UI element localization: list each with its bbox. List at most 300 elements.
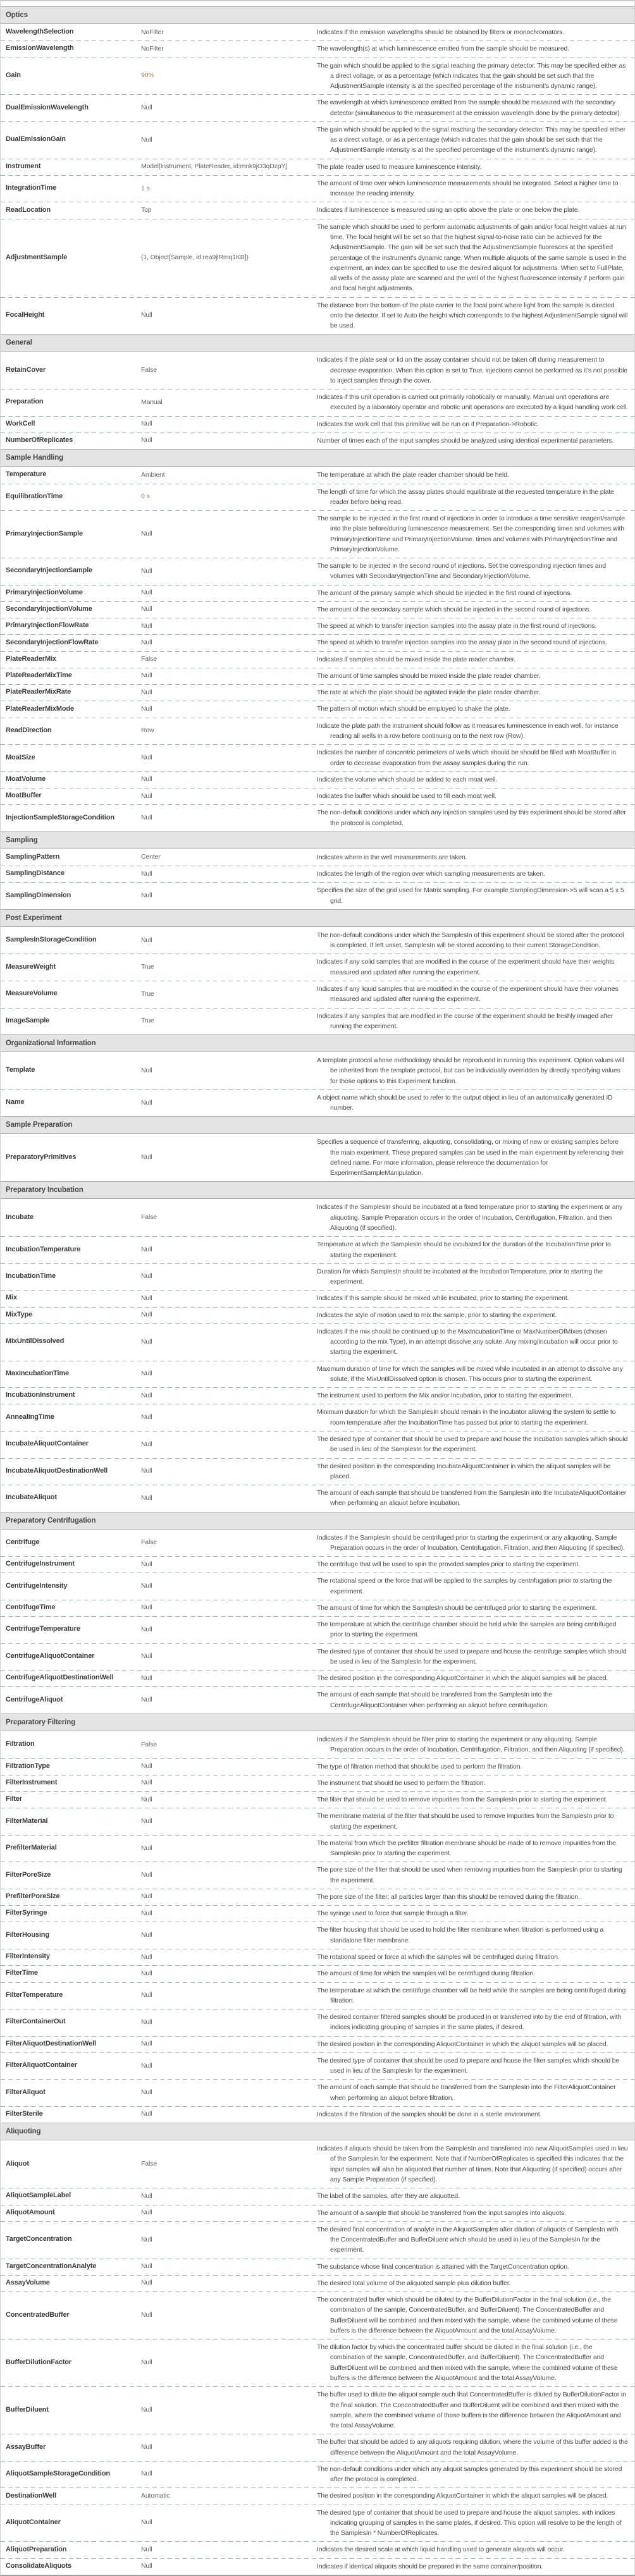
section-header: Preparatory Incubation xyxy=(1,1181,634,1199)
param-default-value: Null xyxy=(141,1795,152,1803)
param-default-value: False xyxy=(141,655,157,663)
param-description: A object name which should be used to refer to the output object in lieu of an automatically generated ID number. xyxy=(317,1093,613,1112)
param-description: The filter housing that should be used to hold the filter membrane when filtration is performed using a standalone filter membrane. xyxy=(317,1926,604,1944)
param-default-value: Null xyxy=(141,2279,152,2287)
param-description: The membrane material of the filter that should be used to remove impurities from the SamplesIn prior to starting the experiment. xyxy=(317,1812,614,1831)
param-name: RetainCover xyxy=(6,365,46,374)
param-default-value: Automatic xyxy=(141,2491,170,2499)
table-row xyxy=(1,1965,634,1982)
table-row xyxy=(1,2275,634,2291)
param-name: Name xyxy=(6,1098,25,1107)
param-name: SamplingDistance xyxy=(6,869,65,878)
table-row xyxy=(1,1686,634,1714)
param-description: The concentrated buffer which should be diluted by the BufferDilutionFactor in the final solution (i.e., the combination of the sample, ConcentratedBuffer, and BufferDiluent). The ConcentratedBuffer and BufferDiluent will be combined and then mixed with the sample, where the combined volume of these buffers is the difference between the AliquotAmount and the total AssayVolume. xyxy=(317,2296,618,2334)
param-default-value: Null xyxy=(141,1493,152,1502)
param-description: Indicates the style of motion used to mix the sample, prior to starting the experiment. xyxy=(317,1311,557,1319)
param-default-value: Null xyxy=(141,2061,152,2070)
param-default-value: Null xyxy=(141,1909,152,1917)
param-default-value: Null xyxy=(141,1391,152,1399)
table-row xyxy=(1,1404,634,1431)
table-row xyxy=(1,1775,634,1791)
param-description: Duration for which SamplesIn should be incubated at the IncubationTemperature, prior to starting the experiment. xyxy=(317,1267,603,1286)
param-name: Mix xyxy=(6,1294,17,1302)
param-default-value: 0 s xyxy=(141,493,150,501)
param-name: NumberOfReplicates xyxy=(6,436,73,445)
table-row xyxy=(1,981,634,1008)
param-description: The amount of time for which the SamplesIn should be centrifuged prior to starting the experiment. xyxy=(317,1604,597,1612)
param-description: The sample which should be used to perform automatic adjustments of gain and/or focal height values at run time. The focal height will be set so that the highest signal-to-noise ratio can be achieved for the AdjustmentSample. The gain will be set such that the AdjustmentSample fluoresces at the specified percentage of the instrument's dynamic range. When multiple aliquots of the same sample is used in the experiment, an index can be specified to use the desired aliquot for adjustments. When set to FullPlate, all wells of the assay plate are scanned and the well of the highest fluorescence intensity if perform gain and focal height adjustments. xyxy=(317,223,627,293)
param-description: The amount of each sample that should be transferred from the SamplesIn into the IncubateAliquotContainer when performing an aliquot before incubation. xyxy=(317,1489,627,1507)
param-description: The gain which should be applied to the signal reaching the secondary detector. This may be specified either as a direct voltage, or as a percentage (which indicates that the gain should be set such that the AdjustmentSample intensity is at the specified percentage of the instrument's dynamic range). xyxy=(317,125,626,154)
table-row xyxy=(1,121,634,159)
param-name: MixUntilDissolved xyxy=(6,1337,65,1346)
param-default-value: True xyxy=(141,1017,154,1025)
table-row xyxy=(1,1616,634,1643)
section-body xyxy=(1,849,634,909)
table-row xyxy=(1,1307,634,1323)
param-name: FilterMaterial xyxy=(6,1817,48,1825)
param-default-value: Null xyxy=(141,1844,152,1852)
table-row xyxy=(1,1835,634,1862)
section-body xyxy=(1,1731,634,2123)
table-row xyxy=(1,849,634,866)
param-default-value: Null xyxy=(141,2209,152,2217)
param-default-value: Null xyxy=(141,814,152,821)
param-name: IncubationTemperature xyxy=(6,1245,81,1253)
param-description: The buffer used to dilute the aliquot sample such that ConcentratedBuffer is diluted by BufferDilutionFactor in the final solution. The ConcentratedBuffer and BufferDiluent will be combined and then mixed with the sample, where the combined volume of these buffers is the difference between the AliquotAmount and the total AssayVolume. xyxy=(317,2391,626,2430)
param-default-value: Model[Instrument, PlateReader, id:mnk9jO3qDzpY] xyxy=(141,163,288,171)
param-description: The desired position in the corresponding AliquotContainer in which the aliquot samples will be placed. xyxy=(317,2492,608,2500)
param-description: Indicates if luminescence is measured using an optic above the plate or one below the plate. xyxy=(317,206,580,214)
param-default-value: Null xyxy=(141,1892,152,1901)
table-row xyxy=(1,2505,634,2542)
param-name: CentrifugeAliquot xyxy=(6,1695,63,1703)
table-row xyxy=(1,634,634,651)
param-description: Indicates if aliquots should be taken from the SamplesIn and transferred into new AliquotSamples used in lieu of the SamplesIn for the experiment. Note that if NumberOfReplicates is specified this indicates that the input samples will also be aliquoted that number of times. Note that Aliquoting (if specified) occurs after any Sample Preparation (if specified). xyxy=(317,2145,628,2183)
param-description: Indicates if the SamplesIn should be incubated at a fixed temperature prior to starting the experiment or any aliquoting. Sample Preparation occurs in the order of Incubation, Centrifugation, Filtration, and then Aliquoting (if specified). xyxy=(317,1203,623,1232)
param-default-value: Null xyxy=(141,2562,152,2570)
param-default-value: Null xyxy=(141,1272,152,1280)
param-default-value: Null xyxy=(141,892,152,900)
section-body xyxy=(1,1134,634,1181)
param-description: The temperature at which the plate reader chamber should be held. xyxy=(317,471,509,479)
param-name: FilterInstrument xyxy=(6,1778,58,1786)
param-description: Indicates if the SamplesIn should be filter prior to starting the experiment or any aliquoting. Sample Preparation occurs in the order of Incubation, Centrifugation, Filtration, and then Aliquoting (if specified). xyxy=(317,1736,625,1754)
param-description: The speed at which to transfer injection samples into the assay plate in the first round of injections. xyxy=(317,622,597,630)
param-default-value: Null xyxy=(141,792,152,800)
param-default-value: Null xyxy=(141,2443,152,2451)
table-row xyxy=(1,1530,634,1557)
param-name: ConsolidateAliquots xyxy=(6,2561,72,2570)
param-description: The pore size of the filter that should be used when removing impurities from the SamplesIn prior to starting the experiment. xyxy=(317,1866,622,1884)
section-header: Preparatory Centrifugation xyxy=(1,1512,634,1530)
param-name: ReadDirection xyxy=(6,727,52,735)
param-description: Indicates the length of the region over which sampling measurements are taken. xyxy=(317,870,545,878)
param-default-value: Null xyxy=(141,1311,152,1319)
param-name: SamplingDimension xyxy=(6,891,71,899)
param-name: ReadLocation xyxy=(6,205,51,214)
param-name: IncubateAliquotDestinationWell xyxy=(6,1466,108,1475)
param-default-value: Center xyxy=(141,853,161,861)
param-name: TargetConcentration xyxy=(6,2235,72,2243)
param-description: The label of the samples, after they are aliquotted. xyxy=(317,2192,460,2200)
param-name: WavelengthSelection xyxy=(6,28,74,36)
section-header: Organizational Information xyxy=(1,1034,634,1052)
param-default-value: Null xyxy=(141,529,152,537)
param-name: IncubationTime xyxy=(6,1272,56,1280)
param-description: The desired position in the corresponding IncubateAliquotContainer in which the aliquot samples will be placed. xyxy=(317,1462,611,1480)
param-default-value: Null xyxy=(141,1931,152,1939)
table-row xyxy=(1,684,634,701)
param-default-value: Null xyxy=(141,436,152,445)
param-name: IncubateAliquotContainer xyxy=(6,1440,89,1448)
param-name: PlateReaderMix xyxy=(6,654,56,663)
param-name: BufferDilutionFactor xyxy=(6,2358,71,2366)
section-header: Sample Preparation xyxy=(1,1116,634,1134)
table-row xyxy=(1,558,634,585)
param-default-value: Null xyxy=(141,1817,152,1825)
param-description: Number of times each of the input samples should be analyzed using identical experimental parameters. xyxy=(317,436,614,445)
table-row xyxy=(1,202,634,218)
param-name: WorkCell xyxy=(6,419,35,427)
table-row xyxy=(1,2188,634,2204)
param-description: The amount of the primary sample which should be injected in the first round of injections. xyxy=(317,589,572,597)
param-default-value: NoFilter xyxy=(141,28,164,36)
param-description: The desired total volume of the aliquoted sample plus dilution buffer. xyxy=(317,2279,511,2287)
table-row xyxy=(1,668,634,684)
table-row xyxy=(1,1323,634,1361)
param-description: Indicates the buffer which should be used to fill each moat well. xyxy=(317,792,496,800)
param-description: The desired final concentration of analyte in the AliquotSamples after dilution of aliquots of SamplesIn with the ConcentratedBuffer and BufferDiluent which should be used in lieu of the SamplesIn for the experiment. xyxy=(317,2225,619,2254)
table-row xyxy=(1,954,634,981)
table-row xyxy=(1,1052,634,1089)
param-name: FilterIntensity xyxy=(6,1953,50,1961)
param-name: EmissionWavelength xyxy=(6,44,74,52)
param-default-value: Row xyxy=(141,727,154,735)
table-row xyxy=(1,2339,634,2386)
param-name: CentrifugeTemperature xyxy=(6,1625,80,1633)
param-description: The desired container filtered samples should be produced in or transferred into by the end of filtration, with indices indicating grouping of samples in the same plates, if desired. xyxy=(317,2013,622,2032)
param-default-value: False xyxy=(141,1213,157,1222)
table-row xyxy=(1,1290,634,1306)
param-default-value: Null xyxy=(141,2088,152,2097)
param-description: The rate at which the plate should be agitated inside the plate reader chamber. xyxy=(317,689,541,697)
table-row xyxy=(1,1861,634,1889)
param-description: The amount of time samples should be mixed inside the plate reader chamber. xyxy=(317,672,541,680)
param-description: Indicates if identical aliquots should be prepared in the same container/position. xyxy=(317,2562,543,2570)
param-description: The desired position in the corresponding AliquotContainer in which the aliquot samples will be placed. xyxy=(317,1674,608,1683)
table-row xyxy=(1,1600,634,1616)
param-default-value: Null xyxy=(141,2040,152,2048)
param-default-value: Null xyxy=(141,2470,152,2478)
param-description: The non-default conditions under which any injection samples used by this experiment should be stored after the protocol is completed. xyxy=(317,809,626,827)
param-default-value: Null xyxy=(141,2358,152,2367)
param-description: The amount of each sample that should be transferred from the SamplesIn into the CentrifugeAliquotContainer when performing an aliquot before centrifugation. xyxy=(317,1691,553,1709)
param-name: CentrifugeInstrument xyxy=(6,1560,75,1568)
param-name: AliquotSampleLabel xyxy=(6,2192,71,2200)
param-name: Template xyxy=(6,1066,35,1074)
section-body xyxy=(1,927,634,1034)
param-default-value: Null xyxy=(141,672,152,680)
table-row xyxy=(1,175,634,202)
table-row xyxy=(1,788,634,804)
param-default-value: Null xyxy=(141,1413,152,1421)
param-description: Indicates if any liquid samples that are modified in the course of the experiment should have their volumes measured and updated after running the experiment. xyxy=(317,985,619,1003)
param-name: SecondaryInjectionSample xyxy=(6,567,92,575)
table-row xyxy=(1,804,634,831)
table-row xyxy=(1,1905,634,1922)
table-row xyxy=(1,1236,634,1263)
param-name: IntegrationTime xyxy=(6,184,57,192)
param-default-value: 1 s xyxy=(141,184,150,192)
param-default-value: Null xyxy=(141,1440,152,1448)
param-default-value: True xyxy=(141,963,154,971)
param-name: PreparatoryPrimitives xyxy=(6,1153,77,1161)
param-name: Preparation xyxy=(6,398,44,406)
param-name: PrefilterMaterial xyxy=(6,1844,57,1852)
param-name: FiltrationType xyxy=(6,1762,50,1770)
param-description: The instrument that should be used to perform the filtration. xyxy=(317,1779,486,1787)
param-default-value: Null xyxy=(141,753,152,761)
param-description: The filter that should be used to remove impurities from the SamplesIn prior to starting the experiment. xyxy=(317,1796,608,1804)
param-name: MaxIncubationTime xyxy=(6,1369,69,1377)
param-name: FilterAliquot xyxy=(6,2088,46,2096)
param-default-value: Null xyxy=(141,2518,152,2527)
param-description: Temperature at which the SamplesIn should be incubated for the duration of the IncubationTime prior to starting the experiment. xyxy=(317,1241,611,1259)
table-row xyxy=(1,2221,634,2259)
param-name: FilterAliquotDestinationWell xyxy=(6,2039,96,2047)
param-name: AssayVolume xyxy=(6,2279,50,2286)
table-row xyxy=(1,1758,634,1775)
section-body xyxy=(1,1052,634,1116)
table-row xyxy=(1,2461,634,2488)
table-row xyxy=(1,2106,634,2123)
param-description: The sample to be injected in the second round of injections. Set the corresponding injection times and volumes with SecondaryInjectionTime and SecondaryInjectionVolume. xyxy=(317,562,606,580)
param-description: The wavelength(s) at which luminescence emitted from the sample should be measured. xyxy=(317,45,570,53)
table-row xyxy=(1,2386,634,2434)
param-name: InjectionSampleStorageCondition xyxy=(6,813,114,821)
param-description: The temperature at which the centrifuge chamber will be held while the samples are being centrifuged during filtration. xyxy=(317,1986,626,2004)
param-name: FocalHeight xyxy=(6,311,45,319)
table-row xyxy=(1,1670,634,1686)
param-default-value: Null xyxy=(141,936,152,944)
table-row xyxy=(1,510,634,558)
param-default-value: NoFilter xyxy=(141,44,164,52)
param-name: BufferDiluent xyxy=(6,2405,49,2413)
param-default-value: False xyxy=(141,1538,157,1547)
table-row xyxy=(1,1643,634,1671)
param-default-value: Null xyxy=(141,2018,152,2026)
param-description: Indicates the number of concentric perimeters of wells which should be should be filled with MoatBuffer in order to decrease evaporation from the assay samples during the run. xyxy=(317,749,616,767)
param-name: EquilibrationTime xyxy=(6,492,63,500)
param-default-value: Null xyxy=(141,1625,152,1633)
table-row xyxy=(1,882,634,909)
param-description: The gain which should be applied to the signal reaching the primary detector. This may be specified either as a direct voltage, or as a percentage (which indicates that the gain should be set such that the AdjustmentSample intensity is at the specified percentage of the instrument's dynamic range). xyxy=(317,61,626,90)
table-row xyxy=(1,2291,634,2339)
param-default-value: Null xyxy=(141,2406,152,2414)
section-body xyxy=(1,467,634,831)
param-name: SamplesInStorageCondition xyxy=(6,936,97,944)
section-body xyxy=(1,1199,634,1511)
param-name: PlateReaderMixTime xyxy=(6,672,72,680)
table-row xyxy=(1,1889,634,1905)
param-description: The instrument used to perform the Mix and/or Incubation, prior to starting the experiment. xyxy=(317,1392,573,1400)
table-row xyxy=(1,40,634,57)
param-default-value: Null xyxy=(141,1674,152,1682)
param-name: FilterSterile xyxy=(6,2110,43,2118)
param-description: The desired type of container that should be used to prepare and house the filter samples which should be used in lieu of the SamplesIn for the experiment. xyxy=(317,2056,620,2075)
param-default-value: Null xyxy=(141,705,152,713)
param-name: PrimaryInjectionFlowRate xyxy=(6,622,89,630)
param-description: The buffer that should be added to any aliquots requiring dilution, where the volume of this buffer added is the difference between the AliquotAmount and the total AssayVolume. xyxy=(317,2438,628,2456)
table-row xyxy=(1,416,634,432)
param-name: FilterSyringe xyxy=(6,1909,47,1917)
param-name: FilterHousing xyxy=(6,1930,49,1939)
param-default-value: Null xyxy=(141,2262,152,2271)
param-description: Indicates if this sample should be mixed while incubated, prior to starting the experiment. xyxy=(317,1294,569,1303)
param-name: MoatBuffer xyxy=(6,792,42,800)
param-default-value: Manual xyxy=(141,398,163,406)
param-name: Incubate xyxy=(6,1213,34,1221)
param-name: DualEmissionWavelength xyxy=(6,103,89,111)
table-row xyxy=(1,2140,634,2188)
param-default-value: Null xyxy=(141,2235,152,2243)
param-default-value: Null xyxy=(141,775,152,783)
param-name: MoatSize xyxy=(6,753,35,761)
param-name: AliquotContainer xyxy=(6,2518,61,2527)
param-default-value: Null xyxy=(141,1337,152,1346)
param-description: Indicates where in the well measurements are taken. xyxy=(317,853,467,861)
param-name: AssayBuffer xyxy=(6,2443,46,2451)
section-header: General xyxy=(1,334,634,352)
param-name: AliquotSampleStorageCondition xyxy=(6,2470,110,2478)
table-row xyxy=(1,1387,634,1404)
param-description: Maximum duration of time for which the samples will be mixed while incubated in an attempt to dissolve any solute, if the MixUntilDissolved option is chosen. This occurs prior to starting the experiment. xyxy=(317,1365,623,1383)
param-description: The desired position in the corresponding AliquotContainer in which the aliquot samples will be placed. xyxy=(317,2040,608,2048)
param-description: The type of filtration method that should be used to perform the filtration. xyxy=(317,1762,522,1770)
param-default-value: Null xyxy=(141,1762,152,1770)
table-row xyxy=(1,1731,634,1758)
table-row xyxy=(1,866,634,882)
section-header: Post Experiment xyxy=(1,909,634,927)
param-default-value: Null xyxy=(141,589,152,597)
section-header: Optics xyxy=(1,6,634,24)
param-name: AliquotAmount xyxy=(6,2208,55,2216)
param-name: Filtration xyxy=(6,1740,35,1748)
param-name: MeasureWeight xyxy=(6,962,56,971)
table-row xyxy=(1,2487,634,2504)
table-row xyxy=(1,2259,634,2275)
param-default-value: {1, Object[Sample, id:rea9jlRmq1KB]} xyxy=(141,254,249,262)
table-row xyxy=(1,1361,634,1388)
param-default-value: Null xyxy=(141,420,152,428)
table-row xyxy=(1,651,634,668)
param-name: FilterAliquotContainer xyxy=(6,2061,77,2070)
table-row xyxy=(1,2079,634,2106)
table-row xyxy=(1,585,634,601)
param-name: CentrifugeIntensity xyxy=(6,1581,68,1590)
param-default-value: Ambient xyxy=(141,470,165,479)
param-default-value: Null xyxy=(141,1652,152,1660)
param-default-value: False xyxy=(141,366,157,374)
param-description: Indicates the desired scale at which liquid handling used to generate aliquots will occur. xyxy=(317,2546,565,2554)
param-default-value: Null xyxy=(141,1245,152,1253)
param-name: AnnealingTime xyxy=(6,1413,54,1421)
param-description: Indicates if any solid samples that are modified in the course of the experiment should have their weights measured and updated after running the experiment. xyxy=(317,958,615,976)
param-default-value: Null xyxy=(141,605,152,613)
param-default-value: Null xyxy=(141,1991,152,1999)
table-row xyxy=(1,1485,634,1512)
table-row xyxy=(1,297,634,334)
table-row xyxy=(1,352,634,389)
param-name: Filter xyxy=(6,1795,22,1803)
param-default-value: Null xyxy=(141,1066,152,1074)
param-default-value: Null xyxy=(141,1467,152,1475)
table-row xyxy=(1,1134,634,1181)
param-default-value: Null xyxy=(141,638,152,646)
table-row xyxy=(1,1573,634,1600)
param-default-value: Null xyxy=(141,1560,152,1568)
table-row xyxy=(1,1982,634,2009)
param-default-value: Null xyxy=(141,1969,152,1977)
param-default-value: Null xyxy=(141,622,152,630)
param-description: The amount of each sample that should be transferred from the SamplesIn into the FilterAliquotContainer when performing an aliquot before filtration. xyxy=(317,2083,616,2102)
param-name: MoatVolume xyxy=(6,775,46,783)
section-header: Sample Handling xyxy=(1,449,634,467)
param-default-value: Null xyxy=(141,1779,152,1787)
param-name: SamplingPattern xyxy=(6,853,60,861)
table-row xyxy=(1,2558,634,2575)
param-name: DestinationWell xyxy=(6,2491,57,2499)
param-default-value: Null xyxy=(141,688,152,696)
param-description: Indicates if the SamplesIn should be centrifuged prior to starting the experiment or any aliquoting. Sample Preparation occurs in the order of Incubation, Centrifugation, Filtration, and then Aliquoting (if specified). xyxy=(317,1533,625,1552)
param-name: SecondaryInjectionFlowRate xyxy=(6,638,99,646)
param-description: Indicate the plate path the instrument should follow as it measures luminescence in each well, for instance reading all wells in a row before continuing on to the next row (Row). xyxy=(317,721,619,740)
param-description: The material from which the prefilter filtration membrane should be made of to remove impurities from the SamplesIn prior to starting the experiment. xyxy=(317,1839,616,1858)
table-row xyxy=(1,1458,634,1485)
param-name: PrimaryInjectionSample xyxy=(6,529,83,537)
param-description: The syringe used to force that sample through a filter. xyxy=(317,1910,469,1918)
param-default-value: Null xyxy=(141,1294,152,1302)
table-row xyxy=(1,2036,634,2052)
param-description: The dilution factor by which the concentrated buffer should be diluted in the final solution (i.e., the combination of the sample, ConcentratedBuffer, and BufferDiluent). The ConcentratedBuffer and BufferDiluent will be combined and then mixed with the sample, where the combined volume of these buffers is the difference between the AliquotAmount and the total AssayVolume. xyxy=(317,2343,618,2382)
table-row xyxy=(1,1949,634,1965)
table-row xyxy=(1,771,634,788)
table-row xyxy=(1,701,634,717)
param-description: Minimum duration for which the SamplesIn should remain in the incubator allowing the system to settle to room temperature after the IncubationTime has passed but prior to starting the experiment. xyxy=(317,1408,616,1426)
param-name: Aliquot xyxy=(6,2159,29,2168)
param-default-value: Null xyxy=(141,1696,152,1704)
param-default-value: Null xyxy=(141,869,152,878)
param-description: The centrifuge that will be used to spin the provided samples prior to starting the experiment. xyxy=(317,1561,580,1569)
param-description: Indicates the work cell that this primitive will be run on if Preparation->Robotic. xyxy=(317,420,539,428)
section-header: Sampling xyxy=(1,831,634,849)
param-name: FilterTime xyxy=(6,1969,38,1977)
param-name: FilterPoreSize xyxy=(6,1870,51,1879)
param-description: The non-default conditions under which any aliquot samples generated by this experiment should be stored after the protocol is completed. xyxy=(317,2465,622,2484)
table-row xyxy=(1,1089,634,1117)
param-description: The substance whose final concentration is attained with the TargetConcentration option. xyxy=(317,2262,569,2271)
param-description: The plate reader used to measure luminescence intensity. xyxy=(317,163,482,171)
section-body xyxy=(1,1530,634,1714)
param-name: MixType xyxy=(6,1310,33,1318)
table-row xyxy=(1,2205,634,2221)
param-name: TargetConcentrationAnalyte xyxy=(6,2262,97,2270)
param-description: The amount of time for which the samples will be centrifuged during filtration. xyxy=(317,1970,535,1978)
param-default-value: Null xyxy=(141,135,152,144)
param-name: FilterTemperature xyxy=(6,1990,63,1999)
param-description: The distance from the bottom of the plate carrier to the focal point where light from the sample is directed onto the detector. If set to Auto the height which corresponds to the highest AdjustmentSample signal will be used. xyxy=(317,301,628,330)
